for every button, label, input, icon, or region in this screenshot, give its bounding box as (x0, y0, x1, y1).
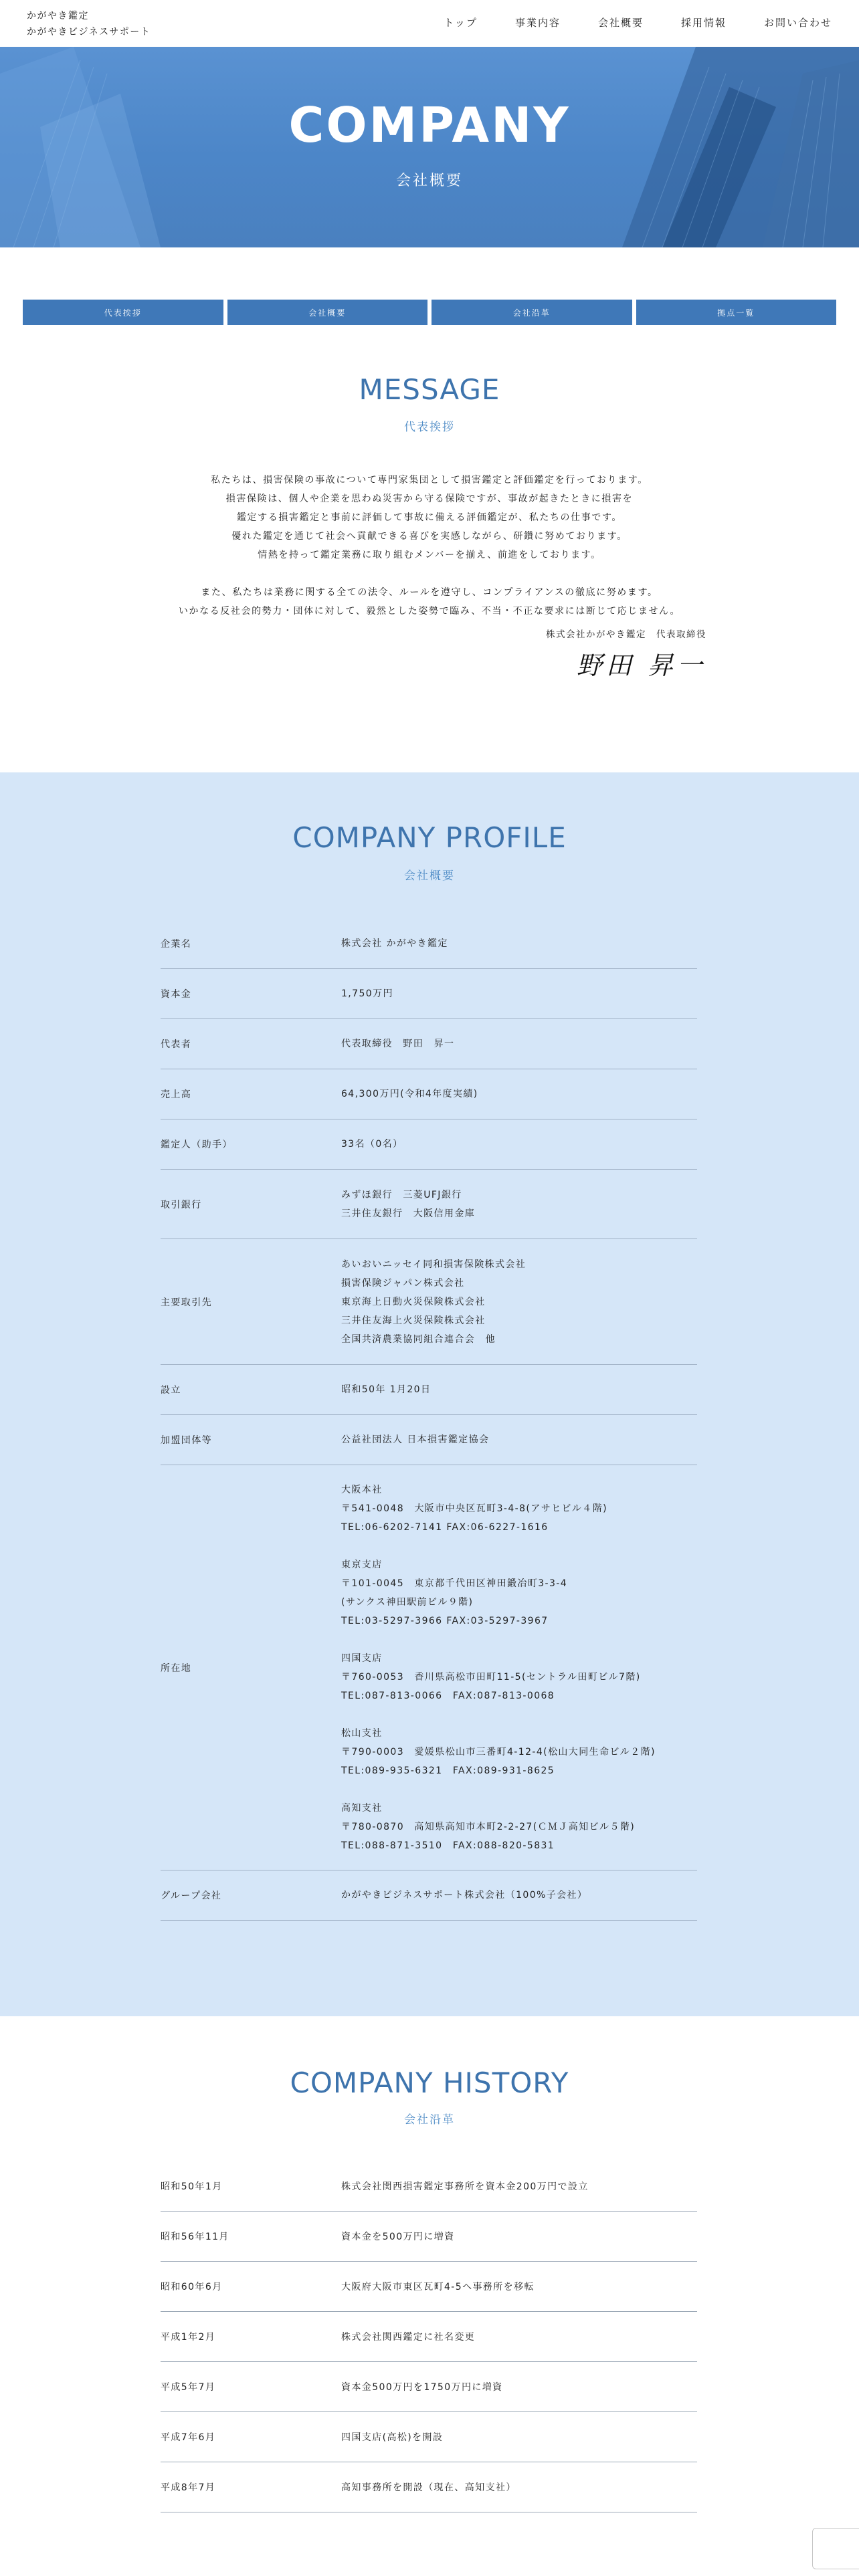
table-row (161, 1870, 697, 1921)
history-event: 株式会社関西損害鑑定事務所を資本金200万円で設立 (341, 2181, 589, 2192)
row-value: あいおいニッセイ同和損害保険株式会社 (341, 1259, 527, 1270)
table-row (161, 1019, 697, 1069)
office-name: 松山支社 (341, 1727, 383, 1739)
row-label: 取引銀行 (161, 1199, 202, 1210)
row-label: グループ会社 (161, 1891, 222, 1901)
history-row (161, 2212, 697, 2262)
history-date: 平成5年7月 (161, 2382, 216, 2393)
table-row (161, 1170, 697, 1239)
table-row (161, 1069, 697, 1119)
row-value: 三井住友海上火災保険株式会社 (341, 1315, 486, 1326)
message-line: 情熱を持って鑑定業務に取り組むメンバーを揃え、前進をしております。 (258, 550, 601, 560)
message-line: 鑑定する損害鑑定と事前に評価して事故に備える評価鑑定が、私たちの仕事です。 (236, 512, 623, 523)
row-label: 鑑定人（助手） (161, 1140, 233, 1150)
row-value: 昭和50年 1月20日 (341, 1384, 432, 1395)
row-value: 64,300万円(令和4年度実績) (341, 1089, 478, 1099)
office-osaka (341, 1481, 697, 1537)
row-label: 設立 (161, 1385, 181, 1396)
site-header (0, 0, 859, 47)
office-name: 東京支店 (341, 1559, 383, 1570)
table-row (161, 1119, 697, 1170)
nav-top[interactable]: トップ (444, 17, 478, 29)
history-row (161, 2161, 697, 2212)
message-paragraph-1 (0, 471, 859, 564)
office-building: (サンクス神田駅前ビル９階) (341, 1596, 474, 1608)
tab-locations[interactable]: 拠点一覧 (636, 300, 837, 325)
row-label: 資本金 (161, 989, 192, 1000)
signature: 野田 昇一 (576, 651, 706, 680)
row-value: 東京海上日動火災保険株式会社 (341, 1296, 486, 1307)
main-nav (444, 15, 832, 29)
history-event: 資本金を500万円に増資 (341, 2232, 455, 2242)
table-row (161, 919, 697, 969)
row-label: 主要取引先 (161, 1297, 212, 1308)
section-tabs (23, 300, 836, 325)
history-event: 大阪府大阪市東区瓦町4-5へ事務所を移転 (341, 2282, 535, 2292)
history-date: 昭和56年11月 (161, 2232, 229, 2242)
row-value: 1,750万円 (341, 988, 393, 999)
table-row (161, 1415, 697, 1465)
office-address: 〒101-0045 東京都千代田区神田鍛冶町3-3-4 (341, 1578, 568, 1589)
table-row-offices (161, 1465, 697, 1870)
history-row (161, 2462, 697, 2512)
history-date: 昭和50年1月 (161, 2181, 223, 2192)
profile-title: COMPANY PROFILE (292, 821, 567, 854)
history-table (161, 2161, 697, 2512)
history-row (161, 2362, 697, 2412)
history-event: 株式会社関西鑑定に社名変更 (341, 2332, 476, 2343)
nav-contact[interactable]: お問い合わせ (763, 17, 832, 29)
office-matsuyama (341, 1724, 697, 1780)
profile-table (161, 919, 697, 1921)
message-paragraph-2 (0, 583, 859, 621)
office-name: 四国支店 (341, 1652, 383, 1664)
office-phone: TEL:088-871-3510 FAX:088-820-5831 (341, 1840, 555, 1851)
history-date: 平成8年7月 (161, 2482, 216, 2493)
table-row (161, 1239, 697, 1365)
office-address: 〒541-0048 大阪市中央区瓦町3-4-8(アサヒビル４階) (341, 1503, 607, 1514)
row-label: 企業名 (161, 939, 192, 950)
row-value: 全国共済農業協同組合連合会 他 (341, 1333, 496, 1345)
office-phone: TEL:06-6202-7141 FAX:06-6227-1616 (341, 1521, 549, 1533)
row-value: みずほ銀行 三菱UFJ銀行 (341, 1189, 462, 1200)
row-value: 三井住友銀行 大阪信用金庫 (341, 1208, 476, 1219)
row-value: 損害保険ジャパン株式会社 (341, 1277, 465, 1289)
row-label: 所在地 (161, 1662, 192, 1674)
tab-history[interactable]: 会社沿革 (432, 300, 632, 325)
tab-profile[interactable]: 会社概要 (227, 300, 428, 325)
office-address: 〒780-0870 高知県高知市本町2-2-27(ＣＭＪ高知ビル５階) (341, 1821, 636, 1832)
office-phone: TEL:03-5297-3966 FAX:03-5297-3967 (341, 1615, 549, 1626)
history-row (161, 2262, 697, 2312)
office-name: 高知支社 (341, 1802, 383, 1814)
brand-line-2: かがやきビジネスサポート (27, 27, 151, 37)
history-row (161, 2412, 697, 2462)
message-subtitle: 代表挨拶 (404, 421, 455, 434)
message-title: MESSAGE (359, 373, 500, 406)
row-value: 代表取締役 野田 昇一 (341, 1039, 455, 1049)
history-date: 平成1年2月 (161, 2332, 216, 2343)
office-phone: TEL:087-813-0066 FAX:087-813-0068 (341, 1690, 555, 1701)
message-line: 損害保険は、個人や企業を思わぬ災害から守る保険ですが、事故が起きたときに損害を (225, 494, 634, 504)
nav-recruit[interactable]: 採用情報 (680, 17, 727, 29)
office-address: 〒760-0053 香川県高松市田町11-5(セントラル田町ビル7階) (341, 1671, 641, 1683)
office-name: 大阪本社 (341, 1484, 383, 1495)
office-shikoku (341, 1649, 697, 1705)
tab-message[interactable]: 代表挨拶 (23, 300, 223, 325)
nav-services[interactable]: 事業内容 (514, 17, 561, 29)
message-sign-company: 株式会社かがやき鑑定 代表取締役 (546, 629, 706, 640)
message-line: いかなる反社会的勢力・団体に対して、毅然とした姿勢で臨み、不当・不正な要求には断じて応じません。 (178, 606, 681, 617)
row-label: 代表者 (161, 1039, 192, 1050)
row-value: かがやきビジネスサポート株式会社（100%子会社） (341, 1890, 588, 1901)
row-label: 売上高 (161, 1089, 192, 1100)
history-date: 昭和60年6月 (161, 2282, 223, 2292)
table-row (161, 969, 697, 1019)
table-row (161, 1365, 697, 1415)
profile-subtitle: 会社概要 (404, 869, 455, 883)
row-value: 33名（0名） (341, 1139, 403, 1150)
hero-banner (0, 47, 859, 247)
hero-subtitle: 会社概要 (395, 173, 463, 189)
row-value: 株式会社 かがやき鑑定 (341, 938, 448, 949)
recaptcha-badge[interactable] (812, 2528, 859, 2569)
message-line: 私たちは、損害保険の事故について専門家集団として損害鑑定と評価鑑定を行っております。 (211, 475, 648, 486)
office-phone: TEL:089-935-6321 FAX:089-931-8625 (341, 1765, 555, 1776)
row-label: 加盟団体等 (161, 1435, 212, 1446)
office-tokyo (341, 1555, 697, 1630)
hero-title: COMPANY (288, 97, 571, 153)
history-event: 資本金500万円を1750万円に増資 (341, 2382, 503, 2393)
brand-line-1: かがやき鑑定 (27, 11, 89, 21)
office-kochi (341, 1799, 697, 1855)
office-address: 〒790-0003 愛媛県松山市三番町4-12-4(松山大同生命ビル２階) (341, 1746, 656, 1757)
nav-company[interactable]: 会社概要 (597, 17, 644, 29)
history-event: 四国支店(高松)を開設 (341, 2432, 444, 2443)
history-row (161, 2312, 697, 2362)
message-line: また、私たちは業務に関する全ての法令、ルールを遵守し、コンプライアンスの徹底に努めます。 (201, 587, 658, 598)
history-date: 平成7年6月 (161, 2432, 216, 2443)
row-value: 公益社団法人 日本損害鑑定協会 (341, 1434, 490, 1445)
history-event: 高知事務所を開設（現在、高知支社） (341, 2482, 516, 2493)
history-title: COMPANY HISTORY (290, 2066, 569, 2099)
site-logo[interactable] (27, 8, 151, 40)
message-line: 優れた鑑定を通じて社会へ貢献できる喜びを実感しながら、研鑽に努めております。 (231, 531, 628, 542)
history-subtitle: 会社沿革 (404, 2113, 455, 2127)
